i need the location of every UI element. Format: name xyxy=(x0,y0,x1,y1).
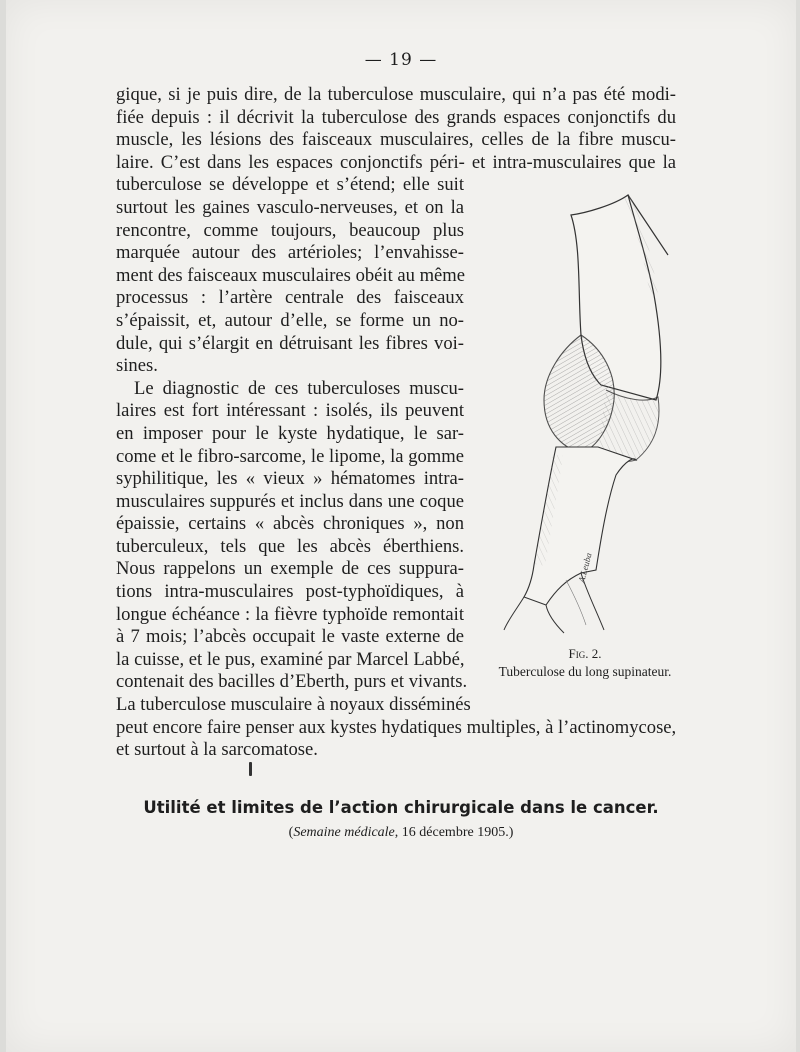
text-line: marquée autour des artérioles; l’envahisse- xyxy=(116,242,464,264)
text-line: laire. C’est dans les espaces conjonctifs péri- et intra-musculaires que la xyxy=(116,151,676,173)
text-line: et surtout à la sarcomatose. xyxy=(116,739,318,761)
figure-caption: Tuberculose du long supinateur. xyxy=(498,664,672,679)
text-line: tuberculeux, tels que les abcès éberthiens. xyxy=(116,535,464,557)
text-line: processus : l’artère centrale des faisceaux xyxy=(116,287,464,309)
text-line: ment des faisceaux musculaires obéit au même xyxy=(116,264,466,286)
paragraph-continued xyxy=(116,84,676,174)
text-line: la cuisse, et le pus, examiné par Marcel Labbé, xyxy=(116,648,465,670)
source-open: ( xyxy=(288,825,294,840)
text-line: s’épaissit, et, autour d’elle, se forme un no- xyxy=(116,309,464,331)
text-line: laires est fort intéressant : isolés, ils peuvent xyxy=(116,400,464,422)
illustrator-signature: A.Leuba xyxy=(576,551,594,584)
text-line: épaissie, certains « abcès chroniques », non xyxy=(116,513,464,535)
figure-number: Fig. 2. xyxy=(568,646,602,661)
source-journal: Semaine médicale xyxy=(293,825,395,840)
source-date: , 16 décembre 1905.) xyxy=(394,825,514,840)
arm-illustration xyxy=(486,185,686,645)
text-line: come et le fibro-sarcome, le lipome, la gomme xyxy=(116,445,464,467)
text-line: Nous rappelons un exemple de ces suppura- xyxy=(116,558,464,580)
ink-mark xyxy=(249,762,252,776)
text-line: La tuberculose musculaire à noyaux disséminés xyxy=(116,694,471,716)
page-number: — 19 — xyxy=(364,50,438,70)
text-line: syphilitique, les « vieux » hématomes intra- xyxy=(116,468,464,490)
text-line: rencontre, comme toujours, beaucoup plus xyxy=(116,219,464,241)
text-line: muscle, les lésions des faisceaux musculaires, celles de la fibre muscu- xyxy=(116,129,676,151)
text-line: musculaires suppurés et inclus dans une coque xyxy=(116,490,464,512)
section-title: Utilité et limites de l’action chirurgicale dans le cancer. xyxy=(143,798,659,817)
section-source xyxy=(6,825,796,841)
text-line: fiée depuis : il décrivit la tuberculose des grands espaces conjonctifs du xyxy=(116,106,676,128)
paragraph-diagnostic xyxy=(116,377,471,717)
text-line: longue échéance : la fièvre typhoïde remontait xyxy=(116,603,464,625)
text-line: contenait des bacilles d’Eberth, purs et vivants. xyxy=(116,671,468,693)
text-line: surtout les gaines vasculo-nerveuses, et on la xyxy=(116,196,464,218)
paragraph-continued-narrow xyxy=(116,174,464,377)
text-line: sines. xyxy=(116,355,158,377)
text-line: tuberculose se développe et s’étend; elle suit xyxy=(116,174,464,196)
book-page xyxy=(6,0,796,1052)
text-line: Le diagnostic de ces tuberculoses muscu- xyxy=(134,377,464,399)
text-line: tions intra-musculaires post-typhoïdiques, à xyxy=(116,581,464,603)
text-line: peut encore faire penser aux kystes hydatiques multiples, à l’actinomycose, xyxy=(116,716,677,738)
text-line: en imposer pour le kyste hydatique, le sar- xyxy=(116,422,464,444)
text-line: à 7 mois; l’abcès occupait le vaste externe de xyxy=(116,626,464,648)
text-line: gique, si je puis dire, de la tuberculose musculaire, qui n’a pas été modi- xyxy=(116,84,676,105)
text-line: dule, qui s’élargit en détruisant les fibres voi- xyxy=(116,332,464,354)
paragraph-final xyxy=(116,717,676,762)
